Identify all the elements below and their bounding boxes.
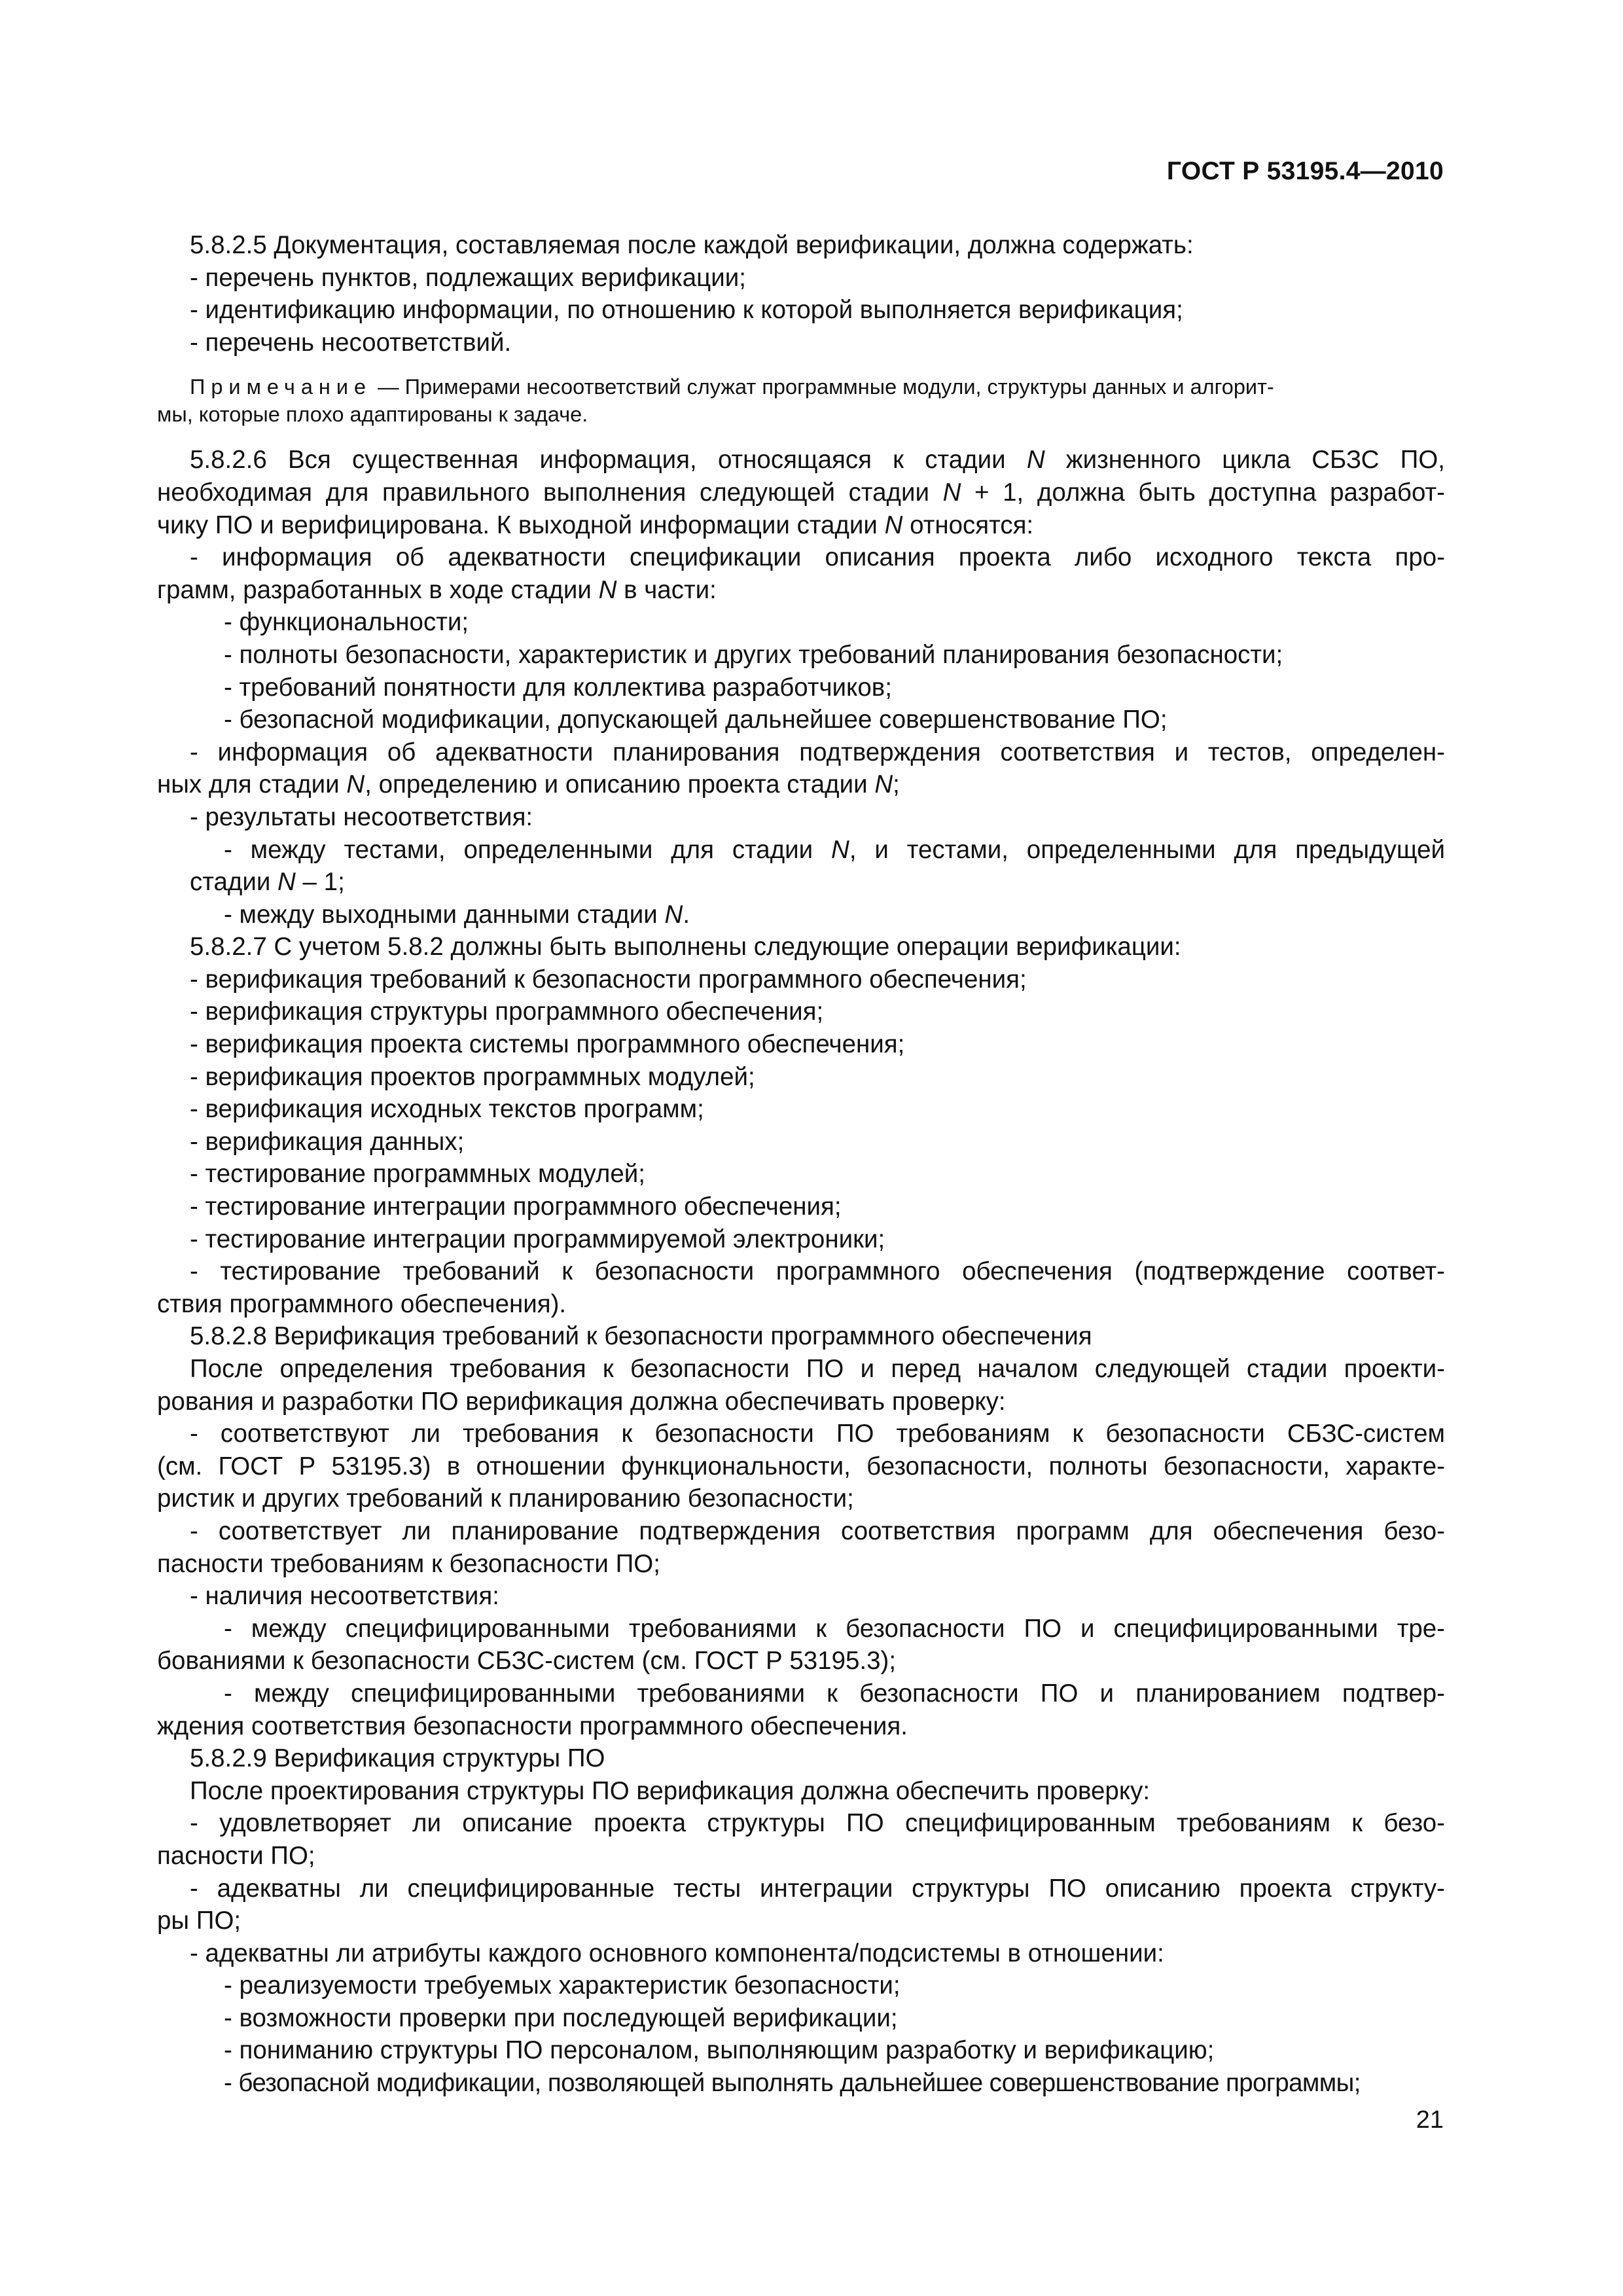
text-line: чику ПО и верифицирована. К выходной информации стадии N относятся:	[157, 511, 1034, 539]
text-line: - верификация исходных текстов программ;	[190, 1095, 704, 1124]
text-line: - адекватны ли специфицированные тесты интеграции структуры ПО описанию проекта структу-	[190, 1874, 1445, 1903]
text-line: - верификация структуры программного обеспечения;	[190, 997, 824, 1026]
text-line: стадии N – 1;	[190, 868, 345, 897]
document-body	[157, 229, 1445, 2100]
text-line: - верификация проекта системы программного обеспечения;	[190, 1030, 905, 1059]
text-line: - пониманию структуры ПО персоналом, выполняющим разработку и верификацию;	[224, 2036, 1215, 2065]
text-line: - наличия несоответствия:	[190, 1582, 499, 1611]
text-line: 5.8.2.9 Верификация структуры ПО	[190, 1744, 605, 1773]
text-line: - перечень несоответствий.	[190, 328, 512, 357]
text-line: - удовлетворяет ли описание проекта структуры ПО специфицированным требованиям к безо-	[190, 1809, 1445, 1838]
text-line: - информация об адекватности планирования подтверждения соответствия и тестов, определен-	[190, 738, 1445, 766]
text-line: - требований понятности для коллектива разработчиков;	[224, 673, 892, 702]
text-line: - тестирование требований к безопасности программного обеспечения (подтверждение соответ-	[190, 1257, 1445, 1286]
text-line: - идентификацию информации, по отношению к которой выполняется верификация;	[190, 296, 1183, 325]
text-line: пасности ПО;	[157, 1841, 315, 1870]
text-line: - между специфицированными требованиями к безопасности ПО и специфицированными тре-	[224, 1614, 1445, 1643]
text-line: - возможности проверки при последующей верификации;	[224, 2003, 898, 2032]
text-line: 5.8.2.6 Вся существенная информация, относящаяся к стадии N жизненного цикла СБЗС ПО,	[190, 446, 1445, 475]
text-line: - информация об адекватности спецификации описания проекта либо исходного текста про-	[190, 543, 1445, 572]
text-line: - безопасной модификации, допускающей дальнейшее совершенствование ПО;	[224, 706, 1168, 734]
text-line: - между тестами, определенными для стадии N, и тестами, определенными для предыдущей	[224, 835, 1445, 864]
text-line: рования и разработки ПО верификация должна обеспечивать проверку:	[157, 1387, 1006, 1416]
text-line: - перечень пунктов, подлежащих верификации;	[190, 263, 746, 292]
text-line: бованиями к безопасности СБЗС-систем (см. ГОСТ Р 53195.3);	[157, 1647, 897, 1676]
text-line: - тестирование интеграции программируемой электроники;	[190, 1225, 885, 1253]
text-line: грамм, разработанных в ходе стадии N в части:	[157, 575, 717, 604]
text-line: 5.8.2.7 С учетом 5.8.2 должны быть выполнены следующие операции верификации:	[190, 933, 1181, 961]
text-line: - адекватны ли атрибуты каждого основного компонента/подсистемы в отношении:	[190, 1939, 1164, 1967]
note-label: Примечание	[190, 375, 372, 399]
text-line: - тестирование программных модулей;	[190, 1160, 645, 1189]
text-line: После определения требования к безопасности ПО и перед началом следующей стадии проекти-	[190, 1355, 1445, 1383]
standard-header: ГОСТ Р 53195.4—2010	[1166, 157, 1444, 185]
text-line: - соответствуют ли требования к безопасности ПО требованиям к безопасности СБЗС-систем	[190, 1420, 1445, 1448]
text-line: После проектирования структуры ПО верификация должна обеспечить проверку:	[190, 1776, 1150, 1805]
text-line: ры ПО;	[157, 1907, 241, 1935]
text-line: - верификация требований к безопасности программного обеспечения;	[190, 965, 1027, 994]
text-line: - верификация проектов программных модулей;	[190, 1062, 755, 1091]
page-number: 21	[1416, 2106, 1444, 2134]
text-line: - результаты несоответствия:	[190, 802, 533, 831]
text-line: - соответствует ли планирование подтверждения соответствия программ для обеспечения безо-	[190, 1516, 1445, 1545]
note-line: мы, которые плохо адаптированы к задаче.	[157, 403, 588, 427]
note-text: — Примерами несоответствий служат программные модули, структуры данных и алгорит-	[372, 375, 1274, 399]
text-line: - функциональности;	[224, 608, 469, 637]
text-line: - между специфицированными требованиями к безопасности ПО и планированием подтвер-	[224, 1679, 1445, 1708]
text-line: 5.8.2.5 Документация, составляемая после каждой верификации, должна содержать:	[190, 231, 1194, 259]
text-line: ных для стадии N, определению и описанию проекта стадии N;	[157, 770, 900, 799]
text-line: ристик и других требований к планированию безопасности;	[157, 1484, 854, 1513]
text-line: - верификация данных;	[190, 1127, 465, 1156]
text-line: 5.8.2.8 Верификация требований к безопасности программного обеспечения	[190, 1322, 1092, 1351]
text-line: - реализуемости требуемых характеристик безопасности;	[224, 1971, 901, 2000]
text-line: пасности требованиям к безопасности ПО;	[157, 1549, 660, 1578]
note-line	[157, 373, 1445, 401]
text-line: - полноты безопасности, характеристик и других требований планирования безопасности;	[224, 640, 1283, 669]
text-line: ствия программного обеспечения).	[157, 1289, 567, 1318]
text-line: - тестирование интеграции программного обеспечения;	[190, 1193, 842, 1221]
text-line: ждения соответствия безопасности программного обеспечения.	[157, 1712, 908, 1740]
text-line: (см. ГОСТ Р 53195.3) в отношении функциональности, безопасности, полноты безопасности, характе-	[157, 1452, 1445, 1480]
note	[157, 373, 1445, 428]
text-line: - между выходными данными стадии N.	[224, 900, 690, 929]
text-line: необходимая для правильного выполнения следующей стадии N + 1, должна быть доступна разработ-	[157, 478, 1446, 507]
text-line: - безопасной модификации, позволяющей выполнять дальнейшее совершенствование программы;	[224, 2069, 1361, 2098]
